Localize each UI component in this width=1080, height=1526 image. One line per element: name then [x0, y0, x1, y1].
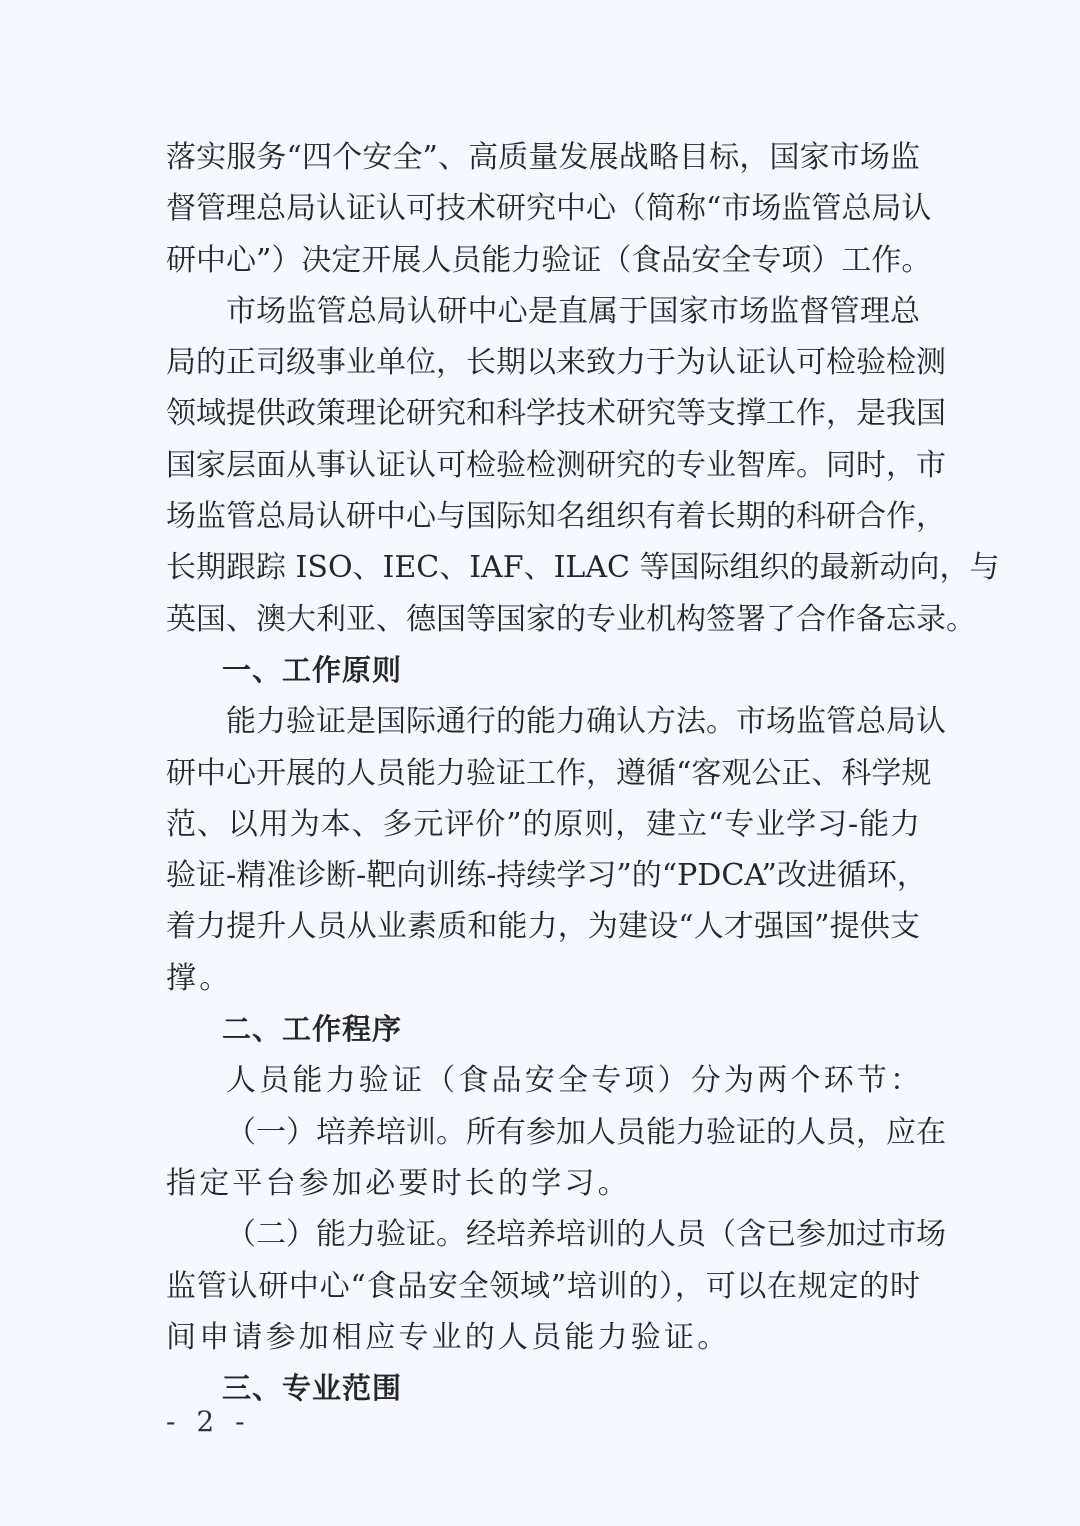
paragraph-line: （二）能力验证。经培养培训的人员（含已参加过市场: [226, 1217, 946, 1253]
paragraph-line: 领域提供政策理论研究和科学技术研究等支撑工作，是我国: [166, 396, 946, 432]
paragraph-line: 国家层面从事认证认可检验检测研究的专业智库。同时，市: [166, 447, 946, 483]
paragraph-line: 研中心”）决定开展人员能力验证（食品安全专项）工作。: [166, 242, 932, 278]
paragraph-line: 场监管总局认研中心与国际知名组织有着长期的科研合作，: [166, 499, 946, 535]
paragraph-line: 人员能力验证（食品安全专项）分为两个环节：: [226, 1063, 924, 1099]
paragraph-line: 市场监管总局认研中心是直属于国家市场监督管理总: [226, 293, 920, 329]
section-heading-scope: 三、专业范围: [222, 1371, 403, 1406]
paragraph-line: 着力提升人员从业素质和能力，为建设“人才强国”提供支: [166, 909, 920, 945]
paragraph-line: 研中心开展的人员能力验证工作，遵循“客观公正、科学规: [166, 755, 932, 791]
paragraph-line: 验证-精准诊断-靶向训练-持续学习”的“PDCA”改进循环，: [166, 858, 927, 894]
document-body: [166, 132, 1000, 1414]
section-heading-work-principles: 一、工作原则: [222, 652, 403, 687]
paragraph-line: 指定平台参加必要时长的学习。: [166, 1165, 631, 1201]
section-heading-work-procedure: 二、工作程序: [222, 1012, 403, 1047]
paragraph-line: 英国、澳大利亚、德国等国家的专业机构签署了合作备忘录。: [166, 601, 976, 637]
paragraph-line: 落实服务“四个安全”、高质量发展战略目标，国家市场监: [166, 140, 920, 175]
paragraph-line: 撑。: [166, 960, 233, 996]
paragraph-line: 监管认研中心“食品安全领域”培训的），可以在规定的时: [166, 1268, 920, 1304]
paragraph-line: 督管理总局认证认可技术研究中心（简称“市场监管总局认: [166, 191, 932, 227]
paragraph-line: 间申请参加相应专业的人员能力验证。: [166, 1319, 731, 1355]
page-number: - 2 -: [166, 1405, 251, 1438]
paragraph-line: 局的正司级事业单位，长期以来致力于为认证认可检验检测: [166, 345, 946, 381]
paragraph-line: 长期跟踪 ISO、IEC、IAF、ILAC 等国际组织的最新动向，与: [166, 550, 1000, 586]
paragraph-line: 范、以用为本、多元评价”的原则，建立“专业学习-能力: [166, 806, 920, 842]
paragraph-line: （一）培养培训。所有参加人员能力验证的人员，应在: [226, 1114, 946, 1150]
paragraph-line: 能力验证是国际通行的能力确认方法。市场监管总局认: [226, 704, 946, 740]
